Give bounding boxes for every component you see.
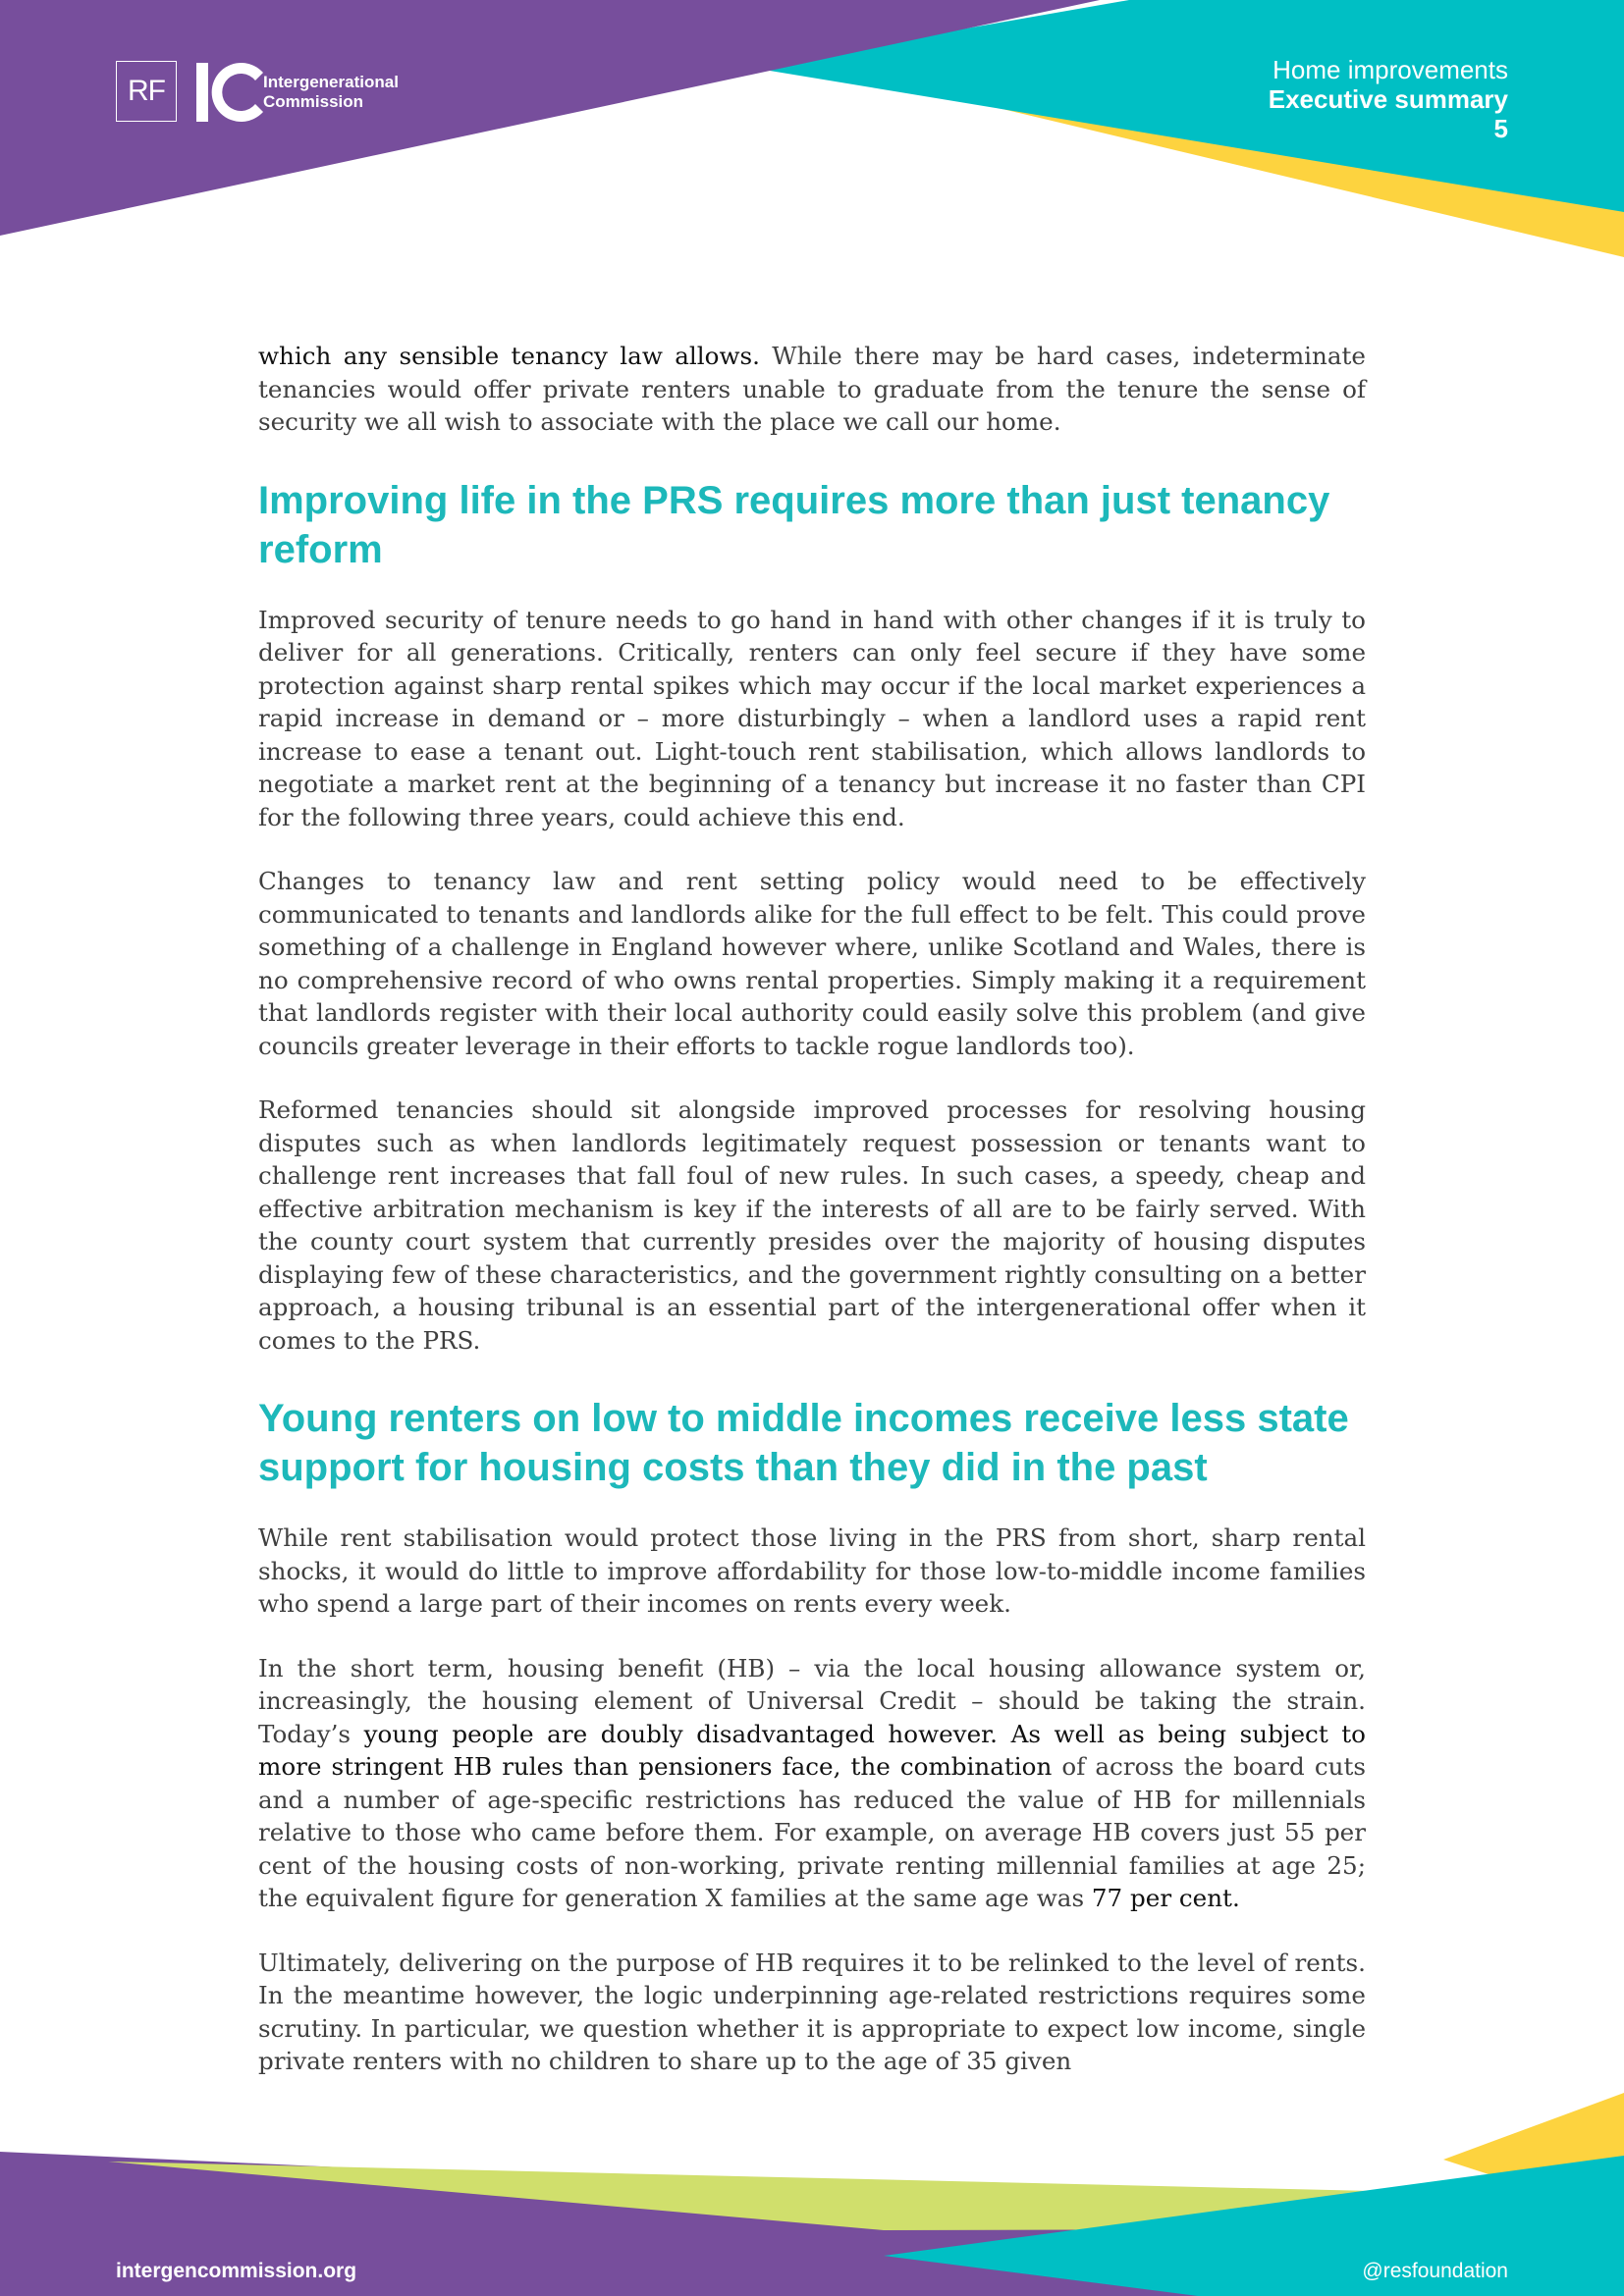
paragraph-2: Improved security of tenure needs to go hand in hand with other changes if it is truly to deliver for all generations. Critically, renters can only feel secure if they have some protection against sharp rental spikes which may occur if the local market experiences a rapid increase in demand or – more disturbingly – when a landlord uses a rapid rent increase to ease a tenant out. Light-touch rent stabilisation, which allows landlords to negotiate a market rent at the beginning of a tenancy but increase it no faster than CPI for the following three years, could achieve this end. — [258, 605, 1366, 831]
ic-logo-icon — [194, 59, 265, 126]
paragraph-6-emphasis-2: 77 per cent. — [1091, 1884, 1240, 1912]
intergenerational-commission-logo — [194, 59, 399, 126]
paragraph-1-text: While there may be hard cases, indeterminate tenancies would offer private renters unable to graduate from the tenure the sense of security we all wish to associate with the place we call our home. — [258, 342, 1366, 436]
paragraph-6-emphasis-1: young people are doubly disadvantaged however. As well as being subject to more stringent HB rules than pensioners face, the combination — [258, 1719, 1366, 1781]
paragraph-6-text-b: of across the board cuts and a number of age-specific restrictions has reduced the value of HB for millennials relative to those who came before them. For example, on average HB covers just 55 per cent of the housing costs of non-working, private renting millennial families at age 25; the equivalent figure for generation X families at the same age was — [258, 1752, 1366, 1912]
heading-prs-reform: Improving life in the PRS requires more than just tenancy reform — [258, 478, 1330, 571]
footer-social-handle[interactable]: @resfoundation — [1362, 2260, 1508, 2282]
paragraph-3: Changes to tenancy law and rent setting policy would need to be effectively communicated to tenants and landlords alike for the full effect to be felt. This could prove something of a challenge in England however where, unlike Scotland and Wales, there is no comprehensive record of who owns rental properties. Simply making it a requirement that landlords register with their local authority could easily solve this problem (and give councils greater leverage in their efforts to tackle rogue landlords too). — [258, 867, 1366, 1060]
page-number: 5 — [1493, 114, 1508, 143]
ic-logo-text — [263, 73, 399, 112]
paragraph-5: While rent stabilisation would protect those living in the PRS from short, sharp rental shocks, it would do little to improve affordability for those low-to-middle income families who spend a large part of their incomes on rents every week. — [258, 1523, 1366, 1618]
subsection-title: Executive summary — [1268, 84, 1508, 114]
section-title: Home improvements — [1272, 55, 1508, 84]
running-header — [1269, 55, 1508, 143]
footer-website-link[interactable]: intergencommission.org — [116, 2260, 357, 2282]
rf-logo: RF — [116, 61, 177, 122]
paragraph-6-text-a: In the short term, housing benefit (HB) – via the local housing allowance system or, increasingly, the housing element of Universal Credit – should be taking the strain. Today’s — [258, 1653, 1366, 1748]
paragraph-7: Ultimately, delivering on the purpose of HB requires it to be relinked to the level of rents. In the meantime however, the logic underpinning age-related restrictions requires some scrutiny. In particular, we question whether it is appropriate to expect low income, single private renters with no children to share up to the age of 35 given — [258, 1948, 1366, 2075]
ic-logo-line1: Intergenerational — [263, 73, 399, 91]
paragraph-4: Reformed tenancies should sit alongside improved processes for resolving housing disputes such as when landlords legitimately request possession or tenants want to challenge rent increases that fall foul of new rules. In such cases, a speedy, cheap and effective arbitration mechanism is key if the interests of all are to be fairly served. With the county court system that currently presides over the majority of housing disputes displaying few of these characteristics, and the government rightly consulting on a better approach, a housing tribunal is an essential part of the intergenerational offer when it comes to the PRS. — [258, 1095, 1366, 1355]
paragraph-1 — [258, 340, 1366, 439]
paragraph-6 — [258, 1652, 1366, 1915]
paragraph-1-emphasis: which any sensible tenancy law allows. — [258, 342, 760, 370]
ic-logo-line2: Commission — [263, 92, 364, 111]
main-content — [258, 340, 1366, 2109]
heading-young-renters: Young renters on low to middle incomes receive less state support for housing costs than they did in the past — [258, 1397, 1349, 1489]
